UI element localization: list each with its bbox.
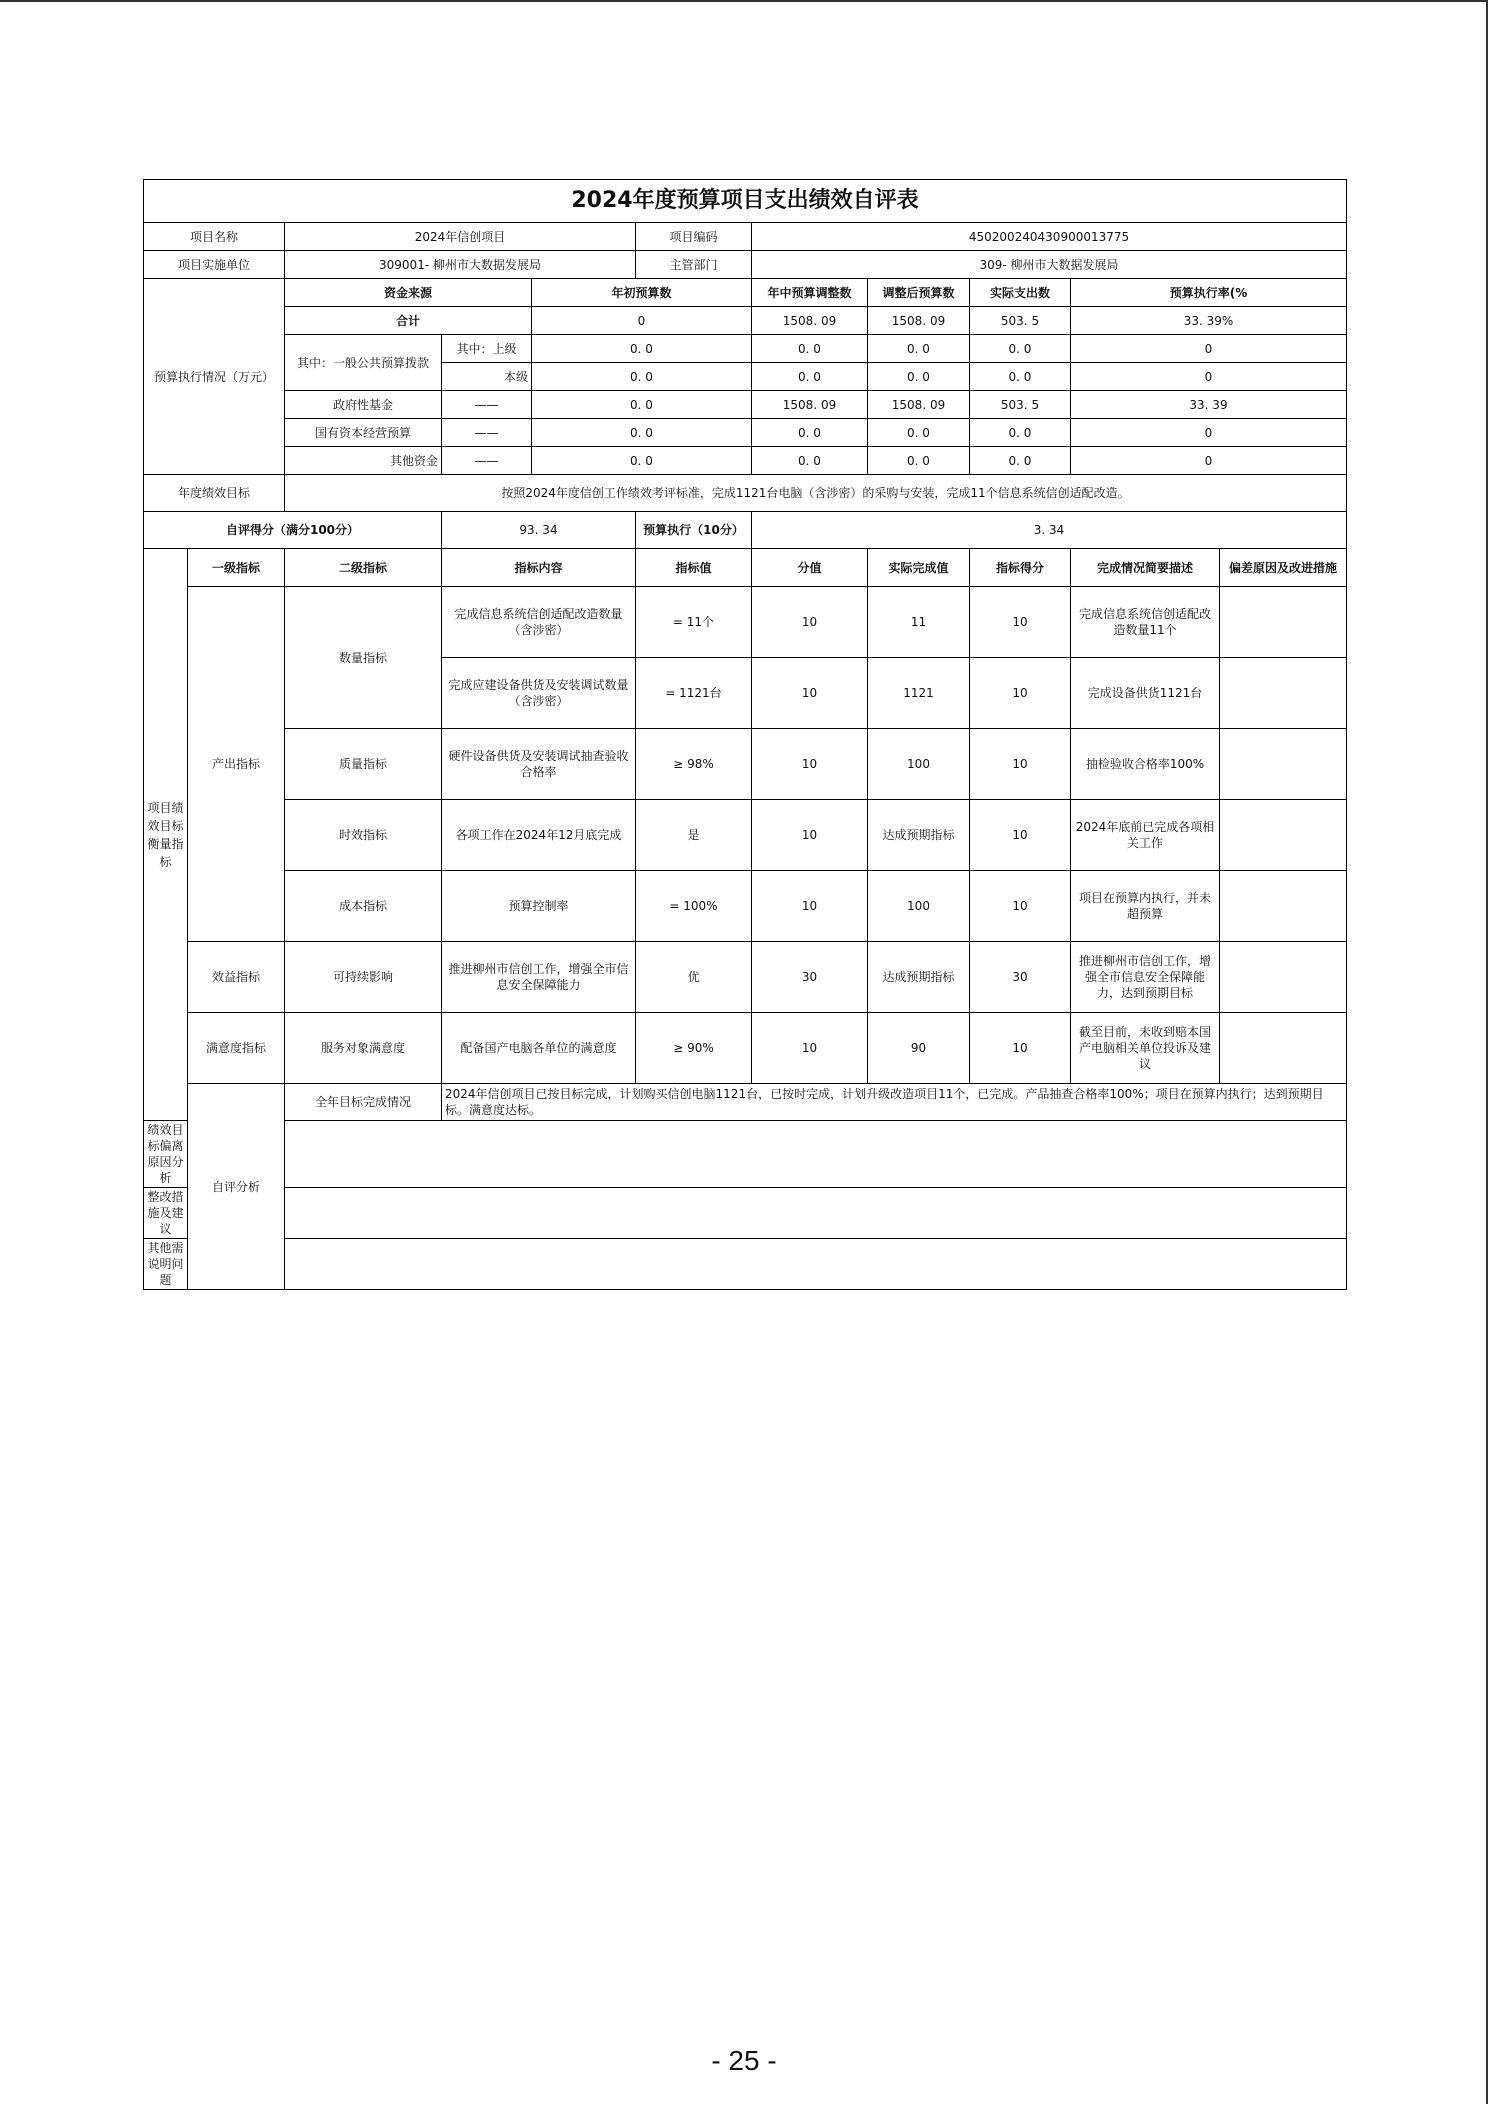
budget-upper-adjust: 0. 0 xyxy=(752,335,868,363)
budget-total-rate: 33. 39% xyxy=(1071,307,1347,335)
dept-label: 主管部门 xyxy=(636,251,752,279)
ind-header-actual: 实际完成值 xyxy=(868,549,970,587)
table-title: 2024年度预算项目支出绩效自评表 xyxy=(144,180,1347,223)
ind-header-desc: 完成情况简要描述 xyxy=(1071,549,1220,587)
ind-row-actual: 1121 xyxy=(868,658,970,729)
self-score-label: 自评得分（满分100分） xyxy=(144,512,442,549)
budget-statecap-label: 国有资本经营预算 xyxy=(285,419,442,447)
ind-row-points: 10 xyxy=(752,871,868,942)
ind-output-label: 产出指标 xyxy=(188,587,285,942)
ind-row-deviation xyxy=(1220,587,1347,658)
budget-other-actual: 0. 0 xyxy=(970,447,1071,475)
budget-other-adjust: 0. 0 xyxy=(752,447,868,475)
budget-govfund-rate: 33. 39 xyxy=(1071,391,1347,419)
ind-row-deviation xyxy=(1220,800,1347,871)
ind-row-actual: 90 xyxy=(868,1013,970,1084)
page-top-border xyxy=(0,0,1488,2)
ind-row-content: 完成信息系统信创适配改造数量（含涉密） xyxy=(442,587,636,658)
budget-total-actual: 503. 5 xyxy=(970,307,1071,335)
budget-local-label: 本级 xyxy=(442,363,532,391)
ind-timeliness-label: 时效指标 xyxy=(285,800,442,871)
ind-row-actual: 11 xyxy=(868,587,970,658)
ind-row-content: 完成应建设备供货及安装调试数量（含涉密） xyxy=(442,658,636,729)
project-name-label: 项目名称 xyxy=(144,223,285,251)
budget-local-rate: 0 xyxy=(1071,363,1347,391)
ind-row-score: 10 xyxy=(970,729,1071,800)
budget-total-adjusted: 1508. 09 xyxy=(868,307,970,335)
budget-total-label: 合计 xyxy=(285,307,532,335)
ind-sustain-label: 可持续影响 xyxy=(285,942,442,1013)
ind-row-points: 10 xyxy=(752,1013,868,1084)
ind-row-points: 10 xyxy=(752,658,868,729)
budget-local-adjusted: 0. 0 xyxy=(868,363,970,391)
ind-header-content: 指标内容 xyxy=(442,549,636,587)
budget-header-initial: 年初预算数 xyxy=(532,279,752,307)
budget-statecap-adjusted: 0. 0 xyxy=(868,419,970,447)
budget-upper-adjusted: 0. 0 xyxy=(868,335,970,363)
ind-row-score: 30 xyxy=(970,942,1071,1013)
ind-row-content: 预算控制率 xyxy=(442,871,636,942)
budget-exec-score-value: 3. 34 xyxy=(752,512,1347,549)
impl-unit-label: 项目实施单位 xyxy=(144,251,285,279)
budget-upper-rate: 0 xyxy=(1071,335,1347,363)
budget-header-adjust: 年中预算调整数 xyxy=(752,279,868,307)
budget-statecap-dash: —— xyxy=(442,419,532,447)
budget-exec-score-label: 预算执行（10分） xyxy=(636,512,752,549)
budget-local-initial: 0. 0 xyxy=(532,363,752,391)
ind-row-target: ≥ 90% xyxy=(636,1013,752,1084)
budget-other-initial: 0. 0 xyxy=(532,447,752,475)
analysis-completion-text: 2024年信创项目已按目标完成，计划购买信创电脑1121台，已按时完成，计划升级改造项目11个，已完成。产品抽查合格率100%；项目在预算内执行；达到预期目标。满意度达标。 xyxy=(442,1084,1347,1121)
budget-header-source: 资金来源 xyxy=(285,279,532,307)
ind-row-desc: 完成设备供货1121台 xyxy=(1071,658,1220,729)
budget-govfund-adjusted: 1508. 09 xyxy=(868,391,970,419)
ind-row-target: 是 xyxy=(636,800,752,871)
budget-other-dash: —— xyxy=(442,447,532,475)
project-code-value: 450200240430900013775 xyxy=(752,223,1347,251)
ind-row-points: 10 xyxy=(752,800,868,871)
analysis-other-text xyxy=(285,1239,1347,1290)
ind-row-deviation xyxy=(1220,1013,1347,1084)
ind-row-score: 10 xyxy=(970,587,1071,658)
indicator-section-label: 项目绩效目标衡量指标 xyxy=(144,549,188,1121)
budget-govfund-actual: 503. 5 xyxy=(970,391,1071,419)
ind-row-points: 10 xyxy=(752,587,868,658)
ind-row-actual: 100 xyxy=(868,729,970,800)
ind-benefit-label: 效益指标 xyxy=(188,942,285,1013)
ind-header-level1: 一级指标 xyxy=(188,549,285,587)
self-score-value: 93. 34 xyxy=(442,512,636,549)
budget-other-adjusted: 0. 0 xyxy=(868,447,970,475)
budget-govfund-dash: —— xyxy=(442,391,532,419)
budget-section-label: 预算执行情况（万元） xyxy=(144,279,285,475)
ind-row-target: = 100% xyxy=(636,871,752,942)
budget-govfund-initial: 0. 0 xyxy=(532,391,752,419)
self-evaluation-table xyxy=(143,179,1347,1290)
project-code-label: 项目编码 xyxy=(636,223,752,251)
ind-row-score: 10 xyxy=(970,871,1071,942)
ind-row-score: 10 xyxy=(970,658,1071,729)
ind-header-target: 指标值 xyxy=(636,549,752,587)
budget-local-actual: 0. 0 xyxy=(970,363,1071,391)
budget-header-rate: 预算执行率(% xyxy=(1071,279,1347,307)
budget-header-adjusted: 调整后预算数 xyxy=(868,279,970,307)
ind-row-deviation xyxy=(1220,729,1347,800)
ind-row-desc: 2024年底前已完成各项相关工作 xyxy=(1071,800,1220,871)
budget-statecap-adjust: 0. 0 xyxy=(752,419,868,447)
budget-total-initial: 0 xyxy=(532,307,752,335)
budget-upper-actual: 0. 0 xyxy=(970,335,1071,363)
budget-other-rate: 0 xyxy=(1071,447,1347,475)
analysis-measures-label: 整改措施及建议 xyxy=(144,1188,188,1239)
analysis-measures-text xyxy=(285,1188,1347,1239)
ind-row-points: 30 xyxy=(752,942,868,1013)
ind-row-content: 硬件设备供货及安装调试抽查验收合格率 xyxy=(442,729,636,800)
ind-service-label: 服务对象满意度 xyxy=(285,1013,442,1084)
page-number: - 25 - xyxy=(711,2045,777,2076)
analysis-deviation-text xyxy=(285,1121,1347,1188)
budget-upper-label: 其中：上级 xyxy=(442,335,532,363)
ind-row-desc: 推进柳州市信创工作，增强全市信息安全保障能力，达到预期目标 xyxy=(1071,942,1220,1013)
ind-row-deviation xyxy=(1220,942,1347,1013)
analysis-completion-label: 全年目标完成情况 xyxy=(285,1084,442,1121)
ind-row-desc: 项目在预算内执行，并未超预算 xyxy=(1071,871,1220,942)
budget-statecap-initial: 0. 0 xyxy=(532,419,752,447)
ind-row-actual: 达成预期指标 xyxy=(868,942,970,1013)
analysis-deviation-label: 绩效目标偏离原因分析 xyxy=(144,1121,188,1188)
dept-value: 309- 柳州市大数据发展局 xyxy=(752,251,1347,279)
ind-quality-label: 质量指标 xyxy=(285,729,442,800)
ind-header-deviation: 偏差原因及改进措施 xyxy=(1220,549,1347,587)
budget-upper-initial: 0. 0 xyxy=(532,335,752,363)
annual-goal-label: 年度绩效目标 xyxy=(144,475,285,512)
ind-row-points: 10 xyxy=(752,729,868,800)
ind-row-deviation xyxy=(1220,871,1347,942)
budget-govfund-label: 政府性基金 xyxy=(285,391,442,419)
ind-row-actual: 100 xyxy=(868,871,970,942)
ind-row-content: 推进柳州市信创工作，增强全市信息安全保障能力 xyxy=(442,942,636,1013)
ind-row-target: 优 xyxy=(636,942,752,1013)
ind-row-deviation xyxy=(1220,658,1347,729)
ind-row-score: 10 xyxy=(970,800,1071,871)
ind-row-actual: 达成预期指标 xyxy=(868,800,970,871)
ind-header-score: 指标得分 xyxy=(970,549,1071,587)
budget-local-adjust: 0. 0 xyxy=(752,363,868,391)
budget-statecap-rate: 0 xyxy=(1071,419,1347,447)
analysis-section-label: 自评分析 xyxy=(188,1084,285,1290)
budget-statecap-actual: 0. 0 xyxy=(970,419,1071,447)
ind-quantity-label: 数量指标 xyxy=(285,587,442,729)
budget-total-adjust: 1508. 09 xyxy=(752,307,868,335)
project-name-value: 2024年信创项目 xyxy=(285,223,636,251)
budget-header-actual: 实际支出数 xyxy=(970,279,1071,307)
impl-unit-value: 309001- 柳州市大数据发展局 xyxy=(285,251,636,279)
ind-row-content: 配备国产电脑各单位的满意度 xyxy=(442,1013,636,1084)
budget-other-label: 其他资金 xyxy=(285,447,442,475)
ind-satisfaction-label: 满意度指标 xyxy=(188,1013,285,1084)
ind-row-content: 各项工作在2024年12月底完成 xyxy=(442,800,636,871)
ind-row-target: = 11个 xyxy=(636,587,752,658)
ind-header-points: 分值 xyxy=(752,549,868,587)
ind-cost-label: 成本指标 xyxy=(285,871,442,942)
ind-row-desc: 抽检验收合格率100% xyxy=(1071,729,1220,800)
ind-row-desc: 完成信息系统信创适配改造数量11个 xyxy=(1071,587,1220,658)
ind-row-score: 10 xyxy=(970,1013,1071,1084)
ind-row-desc: 截至目前，未收到赔本国产电脑相关单位投诉及建议 xyxy=(1071,1013,1220,1084)
budget-govfund-adjust: 1508. 09 xyxy=(752,391,868,419)
annual-goal-text: 按照2024年度信创工作绩效考评标准，完成1121台电脑（含涉密）的采购与安装，完成11个信息系统信创适配改造。 xyxy=(285,475,1347,512)
ind-row-target: ≥ 98% xyxy=(636,729,752,800)
ind-header-level2: 二级指标 xyxy=(285,549,442,587)
analysis-other-label: 其他需说明问题 xyxy=(144,1239,188,1290)
ind-row-target: = 1121台 xyxy=(636,658,752,729)
budget-general-label: 其中：一般公共预算拨款 xyxy=(285,335,442,391)
